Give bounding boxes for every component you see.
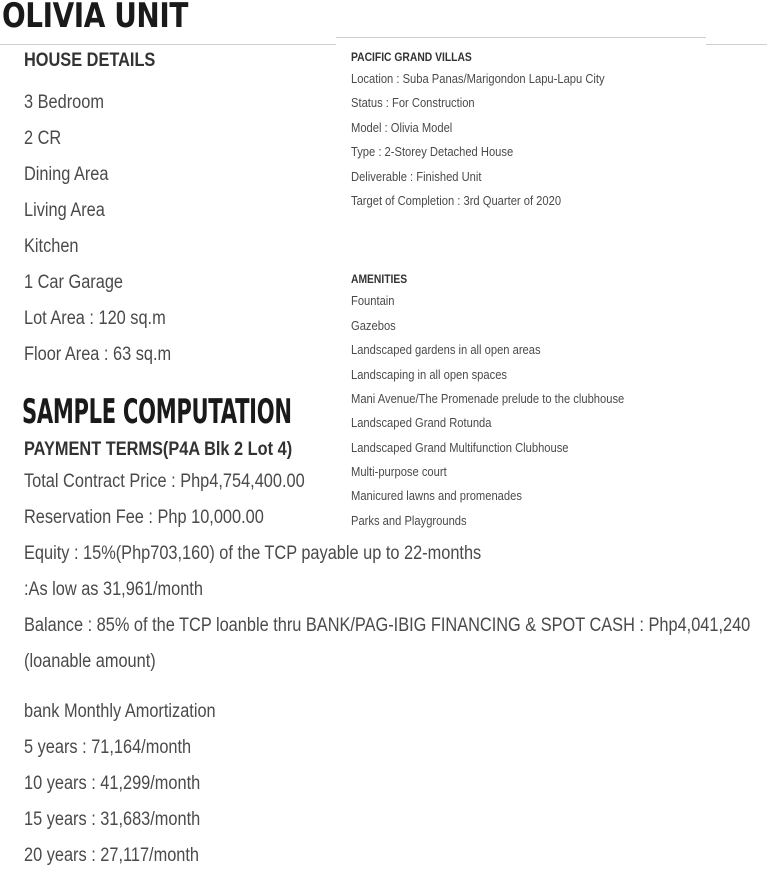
amenity-item: Landscaped Grand Rotunda <box>351 415 492 431</box>
project-row: Deliverable : Finished Unit <box>351 168 482 184</box>
project-row: Location : Suba Panas/Marigondon Lapu-Lapu City <box>351 71 605 86</box>
section-spacer <box>351 213 751 269</box>
amenity-item: Parks and Playgrounds <box>351 512 467 528</box>
amortization-row: 10 years : 41,299/month <box>24 773 201 794</box>
computation-line: Total Contract Price : Php4,754,400.00 <box>24 471 305 492</box>
amortization-heading: bank Monthly Amortization <box>24 701 216 722</box>
house-detail-item: Living Area <box>24 200 105 221</box>
project-row: Target of Completion : 3rd Quarter of 2020 <box>351 192 562 208</box>
computation-line: Equity : 15%(Php703,160) of the TCP payable up to 22-months <box>24 543 482 564</box>
house-detail-item: Kitchen <box>24 236 79 257</box>
divider-left <box>0 44 336 45</box>
divider-right <box>706 44 767 45</box>
sample-computation-title: SAMPLE COMPUTATION <box>22 392 292 432</box>
amortization-row: 15 years : 31,683/month <box>24 809 201 830</box>
page-title: OLIVIA UNIT <box>2 0 188 36</box>
house-detail-item: 2 CR <box>24 128 62 149</box>
house-detail-item: 1 Car Garage <box>24 272 124 293</box>
house-details-heading: HOUSE DETAILS <box>24 50 156 71</box>
payment-terms-heading: PAYMENT TERMS(P4A Blk 2 Lot 4) <box>24 439 293 460</box>
amenity-item: Landscaped Grand Multifunction Clubhouse <box>351 439 569 455</box>
project-heading: PACIFIC GRAND VILLAS <box>351 50 472 64</box>
computation-line: Reservation Fee : Php 10,000.00 <box>24 507 264 528</box>
computation-line: (loanable amount) <box>24 651 156 672</box>
house-detail-item: Lot Area : 120 sq.m <box>24 308 166 329</box>
project-row: Status : For Construction <box>351 95 475 111</box>
amortization-row: 20 years : 27,117/month <box>24 845 200 866</box>
house-details-section <box>24 49 324 373</box>
project-row: Model : Olivia Model <box>351 119 453 135</box>
house-detail-item: Floor Area : 63 sq.m <box>24 344 172 365</box>
house-detail-item: 3 Bedroom <box>24 92 104 113</box>
amenity-item: Landscaped gardens in all open areas <box>351 342 541 358</box>
amenity-item: Manicured lawns and promenades <box>351 488 522 504</box>
computation-section <box>24 436 764 874</box>
section-gap <box>24 680 764 694</box>
amenity-item: Landscaping in all open spaces <box>351 366 508 382</box>
amenity-item: Fountain <box>351 293 395 309</box>
house-detail-item: Dining Area <box>24 164 109 185</box>
amortization-row: 5 years : 71,164/month <box>24 737 192 758</box>
amenity-item: Gazebos <box>351 317 396 333</box>
computation-line: Balance : 85% of the TCP loanble thru BANK/PAG-IBIG FINANCING & SPOT CASH : Php4,041,240 <box>24 615 751 636</box>
amenity-item: Mani Avenue/The Promenade prelude to the clubhouse <box>351 390 625 406</box>
computation-line: :As low as 31,961/month <box>24 579 203 600</box>
amenities-heading: AMENITIES <box>351 272 408 287</box>
project-row: Type : 2-Storey Detached House <box>351 144 514 160</box>
divider-middle <box>336 37 706 38</box>
amenity-item: Multi-purpose court <box>351 464 447 480</box>
